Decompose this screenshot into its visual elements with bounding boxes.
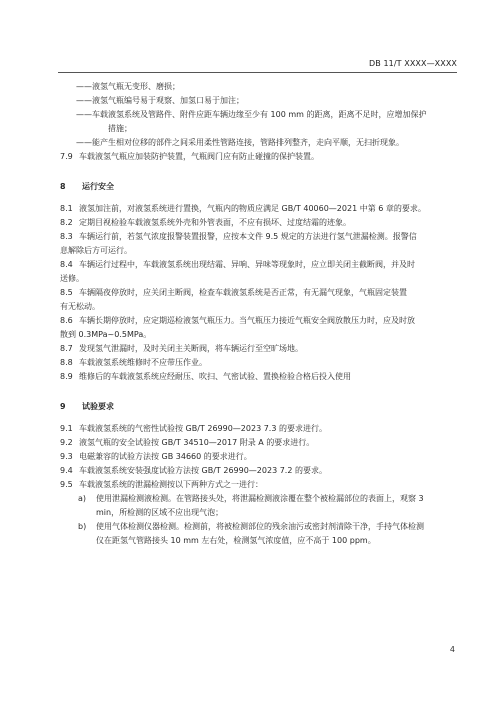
clause-text: 车辆运行前，若氢气浓度报警装置报警，应按本文件 9.5 规定的方法进行氢气泄漏检测。报警信 [79,232,417,241]
clause-number: 8.4 [60,260,73,269]
clause-text: 车辆隔夜停放时，应关闭主断阀，检查车载液氢系统是否正常，有无漏气现象，气瓶固定装置 [79,288,407,297]
sub-item-text-continuation: 仪在距氢气管路接头 10 mm 左右处，检测氢气浓度值，应不高于 100 ppm。 [96,536,376,545]
clause-9-1 [60,422,458,436]
clause-number: 9.5 [60,480,73,489]
header-rule [58,72,457,73]
clause-9-2 [60,436,458,450]
clause-number: 8.9 [60,372,73,381]
clause-text: 车载液氢系统的气密性试验按 GB/T 26990—2023 7.3 的要求进行。 [79,424,327,433]
clause-text: 维修后的车载液氢系统应经耐压、吹扫、气密试验、置换检验合格后投入使用 [79,372,351,381]
document-body [60,80,458,548]
clause-8-1 [60,202,458,216]
section-9-heading [60,400,458,414]
sub-item-text: 使用气体检测仪器检测。检测前，将被检测部位的残余油污或密封剂清除干净，手持气体检测 [96,522,424,531]
clause-number: 9.4 [60,466,73,475]
sub-item-b [60,520,458,548]
clause-text: 车载液氢气瓶应加装防护装置，气瓶阀门应有防止碰撞的保护装置。 [79,152,319,161]
clause-text: 电磁兼容的试验方法按 GB 34660 的要求进行。 [79,452,252,461]
clause-text-continuation: 散到 0.3MPa~0.5MPa。 [60,330,152,339]
sub-item-a [60,492,458,520]
clause-number: 9.2 [60,438,73,447]
clause-number: 8.8 [60,358,73,367]
clause-8-7 [60,342,458,356]
clause-9-5 [60,478,458,492]
clause-8-3 [60,230,458,258]
clause-number: 8.5 [60,288,73,297]
list-marker: a) [78,494,87,503]
clause-text: 车辆长期停放时，应定期巡检液氢气瓶压力。当气瓶压力接近气瓶安全阀放散压力时，应及时放 [79,316,415,325]
clause-number: 8.2 [60,218,73,227]
clause-number: 8.7 [60,344,73,353]
clause-text-continuation: 有无松动。 [60,302,100,311]
clause-text-continuation: 息解除后方可运行。 [60,246,132,255]
dash-item: ——液氢气瓶编号易于观察、加氢口易于加注； [76,96,244,105]
clause-text-continuation: 送修。 [60,274,84,283]
section-title: 试验要求 [82,402,114,411]
clause-number: 9.3 [60,452,73,461]
clause-text: 车载液氢系统维修时不应带压作业。 [79,358,207,367]
section-8-heading [60,180,458,194]
section-number: 9 [60,402,66,411]
clause-text: 发现氢气泄漏时，及时关闭主关断阀，将车辆运行至空旷场地。 [79,344,303,353]
clause-8-8 [60,356,458,370]
clause-number: 8.6 [60,316,73,325]
clause-text: 车载液氢系统安装强度试验方法按 GB/T 26990—2023 7.2 的要求。 [79,466,327,475]
clause-7-9 [60,150,458,164]
section-number: 8 [60,182,66,191]
list-marker: b) [78,522,87,531]
clause-text: 车辆运行过程中，车载液氢系统出现结霜、异响、异味等现象时，应立即关闭主截断阀，并及时 [79,260,415,269]
clause-9-4 [60,464,458,478]
clause-8-4 [60,258,458,286]
sub-item-text: 使用泄漏检测液检测。在管路接头处，将泄漏检测液涂覆在整个被检漏部位的表面上，观察 3 [96,494,424,503]
clause-text: 液氢加注前，对液氢系统进行置换，气瓶内的物质应满足 GB/T 40060—2021 中第 6 章的要求。 [79,204,426,213]
standard-code-header: DB 11/T XXXX—XXXX [368,59,457,68]
clause-9-3 [60,450,458,464]
clause-number: 9.1 [60,424,73,433]
clause-8-5 [60,286,458,314]
dash-item-continuation: 措施； [108,124,132,133]
clause-number: 8.3 [60,232,73,241]
clause-text: 车载液氢系统的泄漏检测按以下两种方式之一进行： [79,480,263,489]
clause-8-9 [60,370,458,384]
clause-number: 7.9 [60,152,73,161]
clause-text: 定期目视检验车载液氢系统外壳和外管表面，不应有损坏、过度结霜的迹象。 [79,218,351,227]
section-title: 运行安全 [82,182,114,191]
clause-8-6 [60,314,458,342]
dash-item: ——车载液氢系统及管路件、附件应距车辆边缘至少有 100 mm 的距离，距离不足时，应增加保护 [76,110,427,119]
clause-8-2 [60,216,458,230]
dash-item: ——液氢气瓶无变形、磨损； [76,82,180,91]
clause-text: 液氢气瓶的安全试验按 GB/T 34510—2017 附录 A 的要求进行。 [79,438,315,447]
sub-item-text-continuation: min，所检测的区域不应出现气泡； [96,508,224,517]
page-number: 4 [449,645,455,654]
dash-item: ——能产生相对位移的部件之间采用柔性管路连接，管路排列整齐，走向平顺，无扫折现象。 [76,138,404,147]
clause-number: 8.1 [60,204,73,213]
